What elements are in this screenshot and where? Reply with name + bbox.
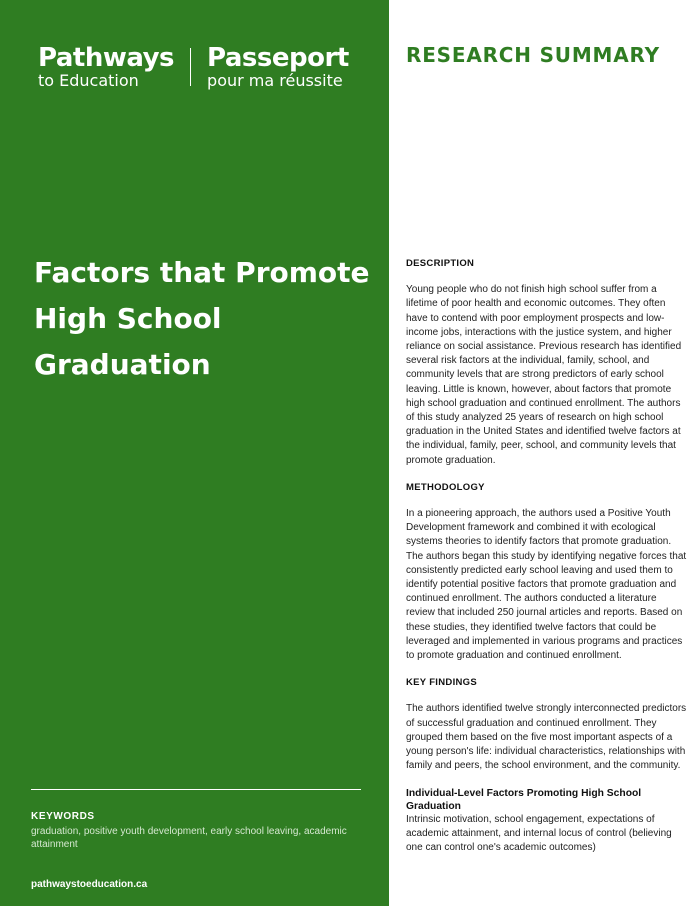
individual-factors-body: Intrinsic motivation, school engagement, expectations of academic attainment, and internal locus of control (believing one can control one's academic outcomes) [406, 813, 672, 853]
key-findings-heading: KEY FINDINGS [406, 677, 477, 689]
methodology-body: In a pioneering approach, the authors used a Positive Youth Development framework and combined it with ecological systems theories to identify factors that promote graduation. The authors began this study by identifying negative forces that consistently predicted early school leaving and used them to identify potential positive factors that promote graduation and continued enrollment. The authors conducted a literature review that included 250 journal articles and reports. Based on these studies, they identified twelve factors that could be leveraged and implemented in various programs and practices to promote graduation and continued enrollment. [406, 508, 687, 662]
summary-content [406, 257, 688, 868]
description-heading: DESCRIPTION [406, 258, 475, 269]
methodology-heading: METHODOLOGY [406, 481, 485, 493]
logo [38, 44, 349, 89]
keywords-text: graduation, positive youth development, early school leaving, academic attainment [31, 826, 347, 850]
divider-line [31, 789, 361, 790]
document-type-heading: RESEARCH SUMMARY [406, 43, 660, 67]
logo-french [207, 44, 349, 89]
website-link[interactable]: pathwaystoeducation.ca [31, 879, 148, 890]
logo-name-fr: Passeport [207, 43, 349, 73]
logo-english [38, 44, 174, 89]
logo-divider [190, 48, 191, 86]
document-title: Factors that Promote High School Graduation [34, 256, 370, 381]
keywords-heading: KEYWORDS [31, 811, 95, 822]
key-findings-body: The authors identified twelve strongly interconnected predictors of successful graduation and continued enrollment. They grouped them based on the five most important aspects of a young person's life: individual characteristics, relationships with family and peers, the school environment, and the community. [406, 703, 687, 772]
description-body: Young people who do not finish high school suffer from a lifetime of poor health and economic outcomes. They often have to contend with poor employment prospects and low-income jobs, interactions with the justice system, and higher reliance on social assistance. Previous research has identified several risk factors at the individual, family, school, and community levels that are strong predictors of early school leaving. Little is known, however, about factors that promote high school graduation and continued enrollment. The authors of this study analyzed 25 years of research on high school graduation in the United States and identified twelve factors at the individual, family, peer, school, and community levels that promote graduation. [406, 284, 682, 466]
logo-sub-en: to Education [38, 71, 139, 90]
logo-name-en: Pathways [38, 43, 175, 73]
individual-factors-heading: Individual-Level Factors Promoting High School Graduation [406, 787, 642, 812]
content-panel [389, 0, 700, 906]
logo-sub-fr: pour ma réussite [207, 71, 343, 90]
